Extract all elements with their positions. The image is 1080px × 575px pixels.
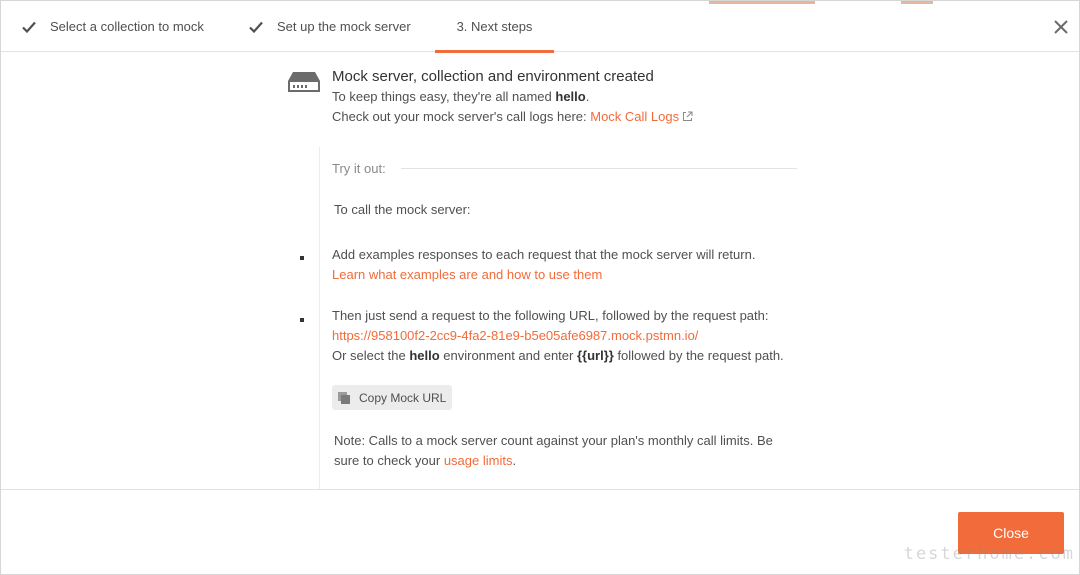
usage-note: Note: Calls to a mock server count against your plan's monthly call limits. Be sure to check your usage limits. [334, 433, 773, 468]
section-divider [319, 147, 320, 489]
copy-icon [337, 391, 351, 405]
mock-call-logs-link[interactable]: Mock Call Logs [590, 109, 693, 124]
close-button[interactable]: Close [958, 512, 1064, 554]
try-it-intro: To call the mock server: [334, 202, 471, 217]
next-steps-content [1, 53, 1079, 489]
step-setup-mock-server[interactable] [248, 1, 411, 52]
copy-mock-url-label: Copy Mock URL [359, 390, 447, 405]
list-bullet [300, 256, 304, 260]
collection-name: hello [555, 89, 586, 104]
step-label: Set up the mock server [277, 19, 411, 34]
summary-title: Mock server, collection and environment created [332, 68, 654, 85]
summary-named-text: To keep things easy, they're all named hello. [332, 89, 590, 104]
wizard-steps-header [1, 1, 1079, 52]
list-item: Add examples responses to each request that the mock server will return. Learn what examples are and how to use them [332, 247, 756, 282]
copy-mock-url-button[interactable] [332, 385, 452, 410]
url-variable: {{url}} [576, 348, 614, 363]
list-item: Then just send a request to the following URL, followed by the request path: https://958100f2-2cc9-4fa2-81e9-b5e05afe6987.mock.pstmn.io/ Or select the hello environment and enter {{url}} followed by the request path. [332, 306, 792, 366]
environment-name: hello [409, 348, 440, 363]
check-icon [21, 19, 37, 35]
step-label: Select a collection to mock [50, 19, 204, 34]
mock-url-link[interactable]: https://958100f2-2cc9-4fa2-81e9-b5e05afe6987.mock.pstmn.io/ [332, 328, 699, 343]
summary-logs-text: Check out your mock server's call logs here: Mock Call Logs [332, 109, 693, 124]
try-it-out-label: Try it out: [332, 161, 386, 176]
server-icon [287, 70, 321, 94]
list-bullet [300, 318, 304, 322]
section-rule [401, 168, 797, 169]
close-icon[interactable] [1051, 17, 1071, 37]
check-icon [248, 19, 264, 35]
usage-limits-link[interactable]: usage limits [443, 453, 513, 468]
step-select-collection[interactable] [21, 1, 204, 52]
learn-examples-link[interactable]: Learn what examples are and how to use them [332, 267, 603, 282]
environment-hint: Or select the hello environment and enter {{url}} followed by the request path. [332, 348, 784, 363]
watermark: testerhome.com [903, 544, 1075, 564]
step-label: 3. Next steps [456, 19, 533, 34]
external-link-icon [682, 110, 693, 121]
step-next-steps[interactable] [435, 1, 554, 52]
